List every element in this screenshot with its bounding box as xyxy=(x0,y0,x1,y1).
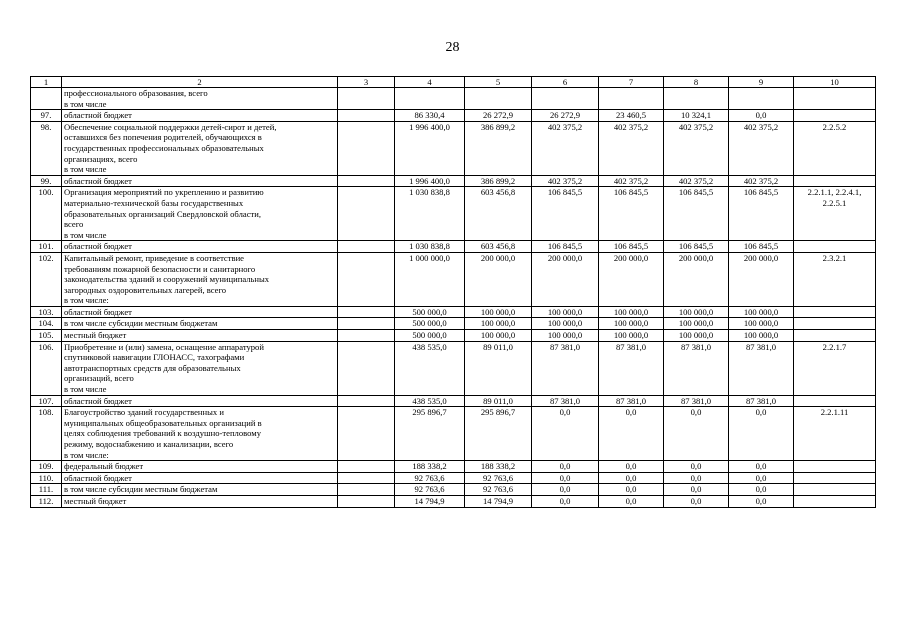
value-cell-9: 100 000,0 xyxy=(729,330,794,342)
table-row xyxy=(31,461,876,473)
row-name xyxy=(62,175,338,187)
col-header-8: 8 xyxy=(664,77,729,88)
col-3-cell xyxy=(338,461,395,473)
row-name-line: в том числе xyxy=(64,384,107,395)
row-number: 107. xyxy=(31,395,62,407)
row-name-line: Благоустройство зданий государственных и xyxy=(64,407,224,418)
value-cell-6: 0,0 xyxy=(532,472,599,484)
value-cell-7: 106 845,5 xyxy=(599,187,664,241)
col-3-cell xyxy=(338,306,395,318)
row-name-line: Организация мероприятий по укреплению и развитию xyxy=(64,187,264,198)
table-row xyxy=(31,395,876,407)
value-cell-9: 106 845,5 xyxy=(729,187,794,241)
row-name-line: профессионального образования, всего xyxy=(64,88,208,98)
row-name xyxy=(62,330,338,342)
value-cell-7: 0,0 xyxy=(599,407,664,461)
row-name-line: областной бюджет xyxy=(64,306,132,317)
value-cell-5: 100 000,0 xyxy=(465,330,532,342)
value-cell-4: 1 030 838,8 xyxy=(395,187,465,241)
code-cell: 2.2.1.1, 2.2.4.1, 2.2.5.1 xyxy=(794,187,876,241)
col-3-cell xyxy=(338,187,395,241)
row-name-line: в том числе субсидии местным бюджетам xyxy=(64,484,218,495)
value-cell-6: 100 000,0 xyxy=(532,306,599,318)
table-row xyxy=(31,495,876,507)
row-number: 112. xyxy=(31,495,62,507)
value-cell-4: 438 535,0 xyxy=(395,341,465,395)
table-row xyxy=(31,88,876,110)
value-cell-5: 200 000,0 xyxy=(465,252,532,306)
row-name-line: автотранспортных средств для образовательных xyxy=(64,362,241,373)
value-cell-7: 87 381,0 xyxy=(599,395,664,407)
value-cell-9: 200 000,0 xyxy=(729,252,794,306)
row-name xyxy=(62,187,338,241)
value-cell-9: 100 000,0 xyxy=(729,306,794,318)
col-header-9: 9 xyxy=(729,77,794,88)
col-header-4: 4 xyxy=(395,77,465,88)
value-cell-8: 0,0 xyxy=(664,484,729,496)
row-name-line: в том числе: xyxy=(64,295,109,306)
value-cell-6: 0,0 xyxy=(532,484,599,496)
value-cell-4: 500 000,0 xyxy=(395,318,465,330)
row-name-line: организациях, всего xyxy=(64,153,138,164)
row-name-line: в том числе субсидии местным бюджетам xyxy=(64,318,218,329)
value-cell-6 xyxy=(532,88,599,110)
value-cell-9: 106 845,5 xyxy=(729,241,794,253)
page-number: 28 xyxy=(445,40,460,55)
col-3-cell xyxy=(338,495,395,507)
value-cell-8: 87 381,0 xyxy=(664,395,729,407)
row-name-line: в том числе: xyxy=(64,449,109,460)
value-cell-8: 106 845,5 xyxy=(664,241,729,253)
value-cell-6: 402 375,2 xyxy=(532,175,599,187)
value-cell-5: 603 456,8 xyxy=(465,187,532,241)
value-cell-5: 89 011,0 xyxy=(465,395,532,407)
value-cell-4: 500 000,0 xyxy=(395,330,465,342)
row-name-line: целях соблюдения требований к воздушно-тепловому xyxy=(64,428,261,439)
code-cell: 2.2.5.2 xyxy=(794,121,876,175)
row-name xyxy=(62,461,338,473)
value-cell-6: 26 272,9 xyxy=(532,110,599,122)
value-cell-5: 92 763,6 xyxy=(465,484,532,496)
code-cell xyxy=(794,461,876,473)
value-cell-5: 188 338,2 xyxy=(465,461,532,473)
value-cell-9 xyxy=(729,88,794,110)
value-cell-8: 100 000,0 xyxy=(664,318,729,330)
value-cell-4: 295 896,7 xyxy=(395,407,465,461)
value-cell-7 xyxy=(599,88,664,110)
value-cell-4: 438 535,0 xyxy=(395,395,465,407)
col-header-1: 1 xyxy=(31,77,62,88)
value-cell-9: 0,0 xyxy=(729,407,794,461)
row-name-line: областной бюджет xyxy=(64,175,132,186)
row-number: 104. xyxy=(31,318,62,330)
code-cell xyxy=(794,306,876,318)
value-cell-6: 0,0 xyxy=(532,495,599,507)
col-3-cell xyxy=(338,121,395,175)
value-cell-4 xyxy=(395,88,465,110)
value-cell-6: 87 381,0 xyxy=(532,341,599,395)
row-name-line: спутниковой навигации ГЛОНАСС, тахографами xyxy=(64,352,245,363)
value-cell-5: 386 899,2 xyxy=(465,121,532,175)
value-cell-8: 402 375,2 xyxy=(664,175,729,187)
value-cell-4: 86 330,4 xyxy=(395,110,465,122)
row-number: 108. xyxy=(31,407,62,461)
value-cell-6: 87 381,0 xyxy=(532,395,599,407)
row-name-line: федеральный бюджет xyxy=(64,461,144,472)
value-cell-4: 1 000 000,0 xyxy=(395,252,465,306)
row-name-line: Приобретение и (или) замена, оснащение аппаратурой xyxy=(64,341,264,352)
value-cell-8: 0,0 xyxy=(664,472,729,484)
col-header-7: 7 xyxy=(599,77,664,88)
value-cell-7: 402 375,2 xyxy=(599,175,664,187)
col-header-10: 10 xyxy=(794,77,876,88)
value-cell-5: 14 794,9 xyxy=(465,495,532,507)
table-row xyxy=(31,241,876,253)
value-cell-4: 1 996 400,0 xyxy=(395,121,465,175)
row-name xyxy=(62,318,338,330)
value-cell-6: 402 375,2 xyxy=(532,121,599,175)
value-cell-4: 92 763,6 xyxy=(395,472,465,484)
value-cell-8: 0,0 xyxy=(664,495,729,507)
row-name-line: областной бюджет xyxy=(64,110,132,121)
row-name-line: режиму, водоснабжению и канализации, всего xyxy=(64,439,234,449)
row-name-line: областной бюджет xyxy=(64,395,132,406)
value-cell-4: 1 996 400,0 xyxy=(395,175,465,187)
value-cell-5: 100 000,0 xyxy=(465,306,532,318)
table-row xyxy=(31,110,876,122)
row-name xyxy=(62,241,338,253)
table-row xyxy=(31,187,876,241)
col-3-cell xyxy=(338,318,395,330)
value-cell-8: 200 000,0 xyxy=(664,252,729,306)
row-name xyxy=(62,484,338,496)
row-name xyxy=(62,395,338,407)
row-number: 100. xyxy=(31,187,62,241)
code-cell xyxy=(794,241,876,253)
col-3-cell xyxy=(338,252,395,306)
code-cell xyxy=(794,472,876,484)
value-cell-7: 200 000,0 xyxy=(599,252,664,306)
row-name-line: Капитальный ремонт, приведение в соответствие xyxy=(64,252,244,263)
value-cell-7: 0,0 xyxy=(599,472,664,484)
code-cell: 2.3.2.1 xyxy=(794,252,876,306)
budget-table xyxy=(30,76,876,508)
value-cell-8: 0,0 xyxy=(664,461,729,473)
row-number: 109. xyxy=(31,461,62,473)
row-name xyxy=(62,306,338,318)
row-name xyxy=(62,341,338,395)
value-cell-5: 603 456,8 xyxy=(465,241,532,253)
value-cell-7: 106 845,5 xyxy=(599,241,664,253)
row-name-line: законодательства зданий и сооружений муниципальных xyxy=(64,274,270,285)
value-cell-8: 0,0 xyxy=(664,407,729,461)
table-row xyxy=(31,330,876,342)
value-cell-8: 10 324,1 xyxy=(664,110,729,122)
row-name-line: государственных профессиональных образовательных xyxy=(64,142,264,153)
col-3-cell xyxy=(338,330,395,342)
code-cell xyxy=(794,395,876,407)
value-cell-7: 0,0 xyxy=(599,495,664,507)
code-cell xyxy=(794,484,876,496)
value-cell-8: 100 000,0 xyxy=(664,306,729,318)
row-name-line: муниципальных общеобразовательных организаций в xyxy=(64,417,262,428)
col-3-cell xyxy=(338,341,395,395)
col-header-2: 2 xyxy=(62,77,338,88)
value-cell-7: 23 460,5 xyxy=(599,110,664,122)
table-row xyxy=(31,252,876,306)
row-number: 111. xyxy=(31,484,62,496)
value-cell-7: 100 000,0 xyxy=(599,318,664,330)
row-name-line: Обеспечение социальной поддержки детей-сирот и детей, xyxy=(64,121,277,132)
col-3-cell xyxy=(338,175,395,187)
row-number: 110. xyxy=(31,472,62,484)
code-cell xyxy=(794,110,876,122)
value-cell-7: 100 000,0 xyxy=(599,330,664,342)
row-name xyxy=(62,110,338,122)
row-name-line: всего xyxy=(64,219,84,230)
col-3-cell xyxy=(338,88,395,110)
row-name-line: местный бюджет xyxy=(64,330,127,341)
code-cell xyxy=(794,495,876,507)
value-cell-8: 402 375,2 xyxy=(664,121,729,175)
value-cell-7: 0,0 xyxy=(599,484,664,496)
value-cell-9: 402 375,2 xyxy=(729,175,794,187)
row-name xyxy=(62,495,338,507)
row-name xyxy=(62,88,338,110)
value-cell-7: 402 375,2 xyxy=(599,121,664,175)
value-cell-7: 0,0 xyxy=(599,461,664,473)
table-row xyxy=(31,407,876,461)
table-header-row xyxy=(31,77,876,88)
value-cell-9: 402 375,2 xyxy=(729,121,794,175)
col-3-cell xyxy=(338,241,395,253)
value-cell-9: 0,0 xyxy=(729,110,794,122)
row-name-line: загородных оздоровительных лагерей, всего xyxy=(64,284,227,295)
value-cell-8: 106 845,5 xyxy=(664,187,729,241)
value-cell-9: 87 381,0 xyxy=(729,341,794,395)
table-row xyxy=(31,175,876,187)
value-cell-6: 0,0 xyxy=(532,407,599,461)
value-cell-4: 14 794,9 xyxy=(395,495,465,507)
row-name-line: образовательных организаций Свердловской области, xyxy=(64,208,262,219)
row-name xyxy=(62,252,338,306)
code-cell xyxy=(794,330,876,342)
row-name-line: местный бюджет xyxy=(64,495,127,506)
row-number: 97. xyxy=(31,110,62,122)
row-name-line: материально-технической базы государственных xyxy=(64,197,244,208)
col-header-6: 6 xyxy=(532,77,599,88)
row-number: 98. xyxy=(31,121,62,175)
row-number: 103. xyxy=(31,306,62,318)
code-cell: 2.2.1.7 xyxy=(794,341,876,395)
value-cell-5 xyxy=(465,88,532,110)
value-cell-5: 386 899,2 xyxy=(465,175,532,187)
value-cell-6: 200 000,0 xyxy=(532,252,599,306)
value-cell-9: 0,0 xyxy=(729,472,794,484)
value-cell-6: 100 000,0 xyxy=(532,330,599,342)
row-name-line: организаций, всего xyxy=(64,373,134,384)
row-name-line: оставшихся без попечения родителей, обучающихся в xyxy=(64,132,262,143)
value-cell-8 xyxy=(664,88,729,110)
value-cell-6: 0,0 xyxy=(532,461,599,473)
value-cell-9: 0,0 xyxy=(729,495,794,507)
row-name-line: требованиям пожарной безопасности и санитарного xyxy=(64,263,256,274)
row-number: 102. xyxy=(31,252,62,306)
value-cell-5: 26 272,9 xyxy=(465,110,532,122)
col-header-5: 5 xyxy=(465,77,532,88)
code-cell: 2.2.1.11 xyxy=(794,407,876,461)
row-number: 106. xyxy=(31,341,62,395)
value-cell-7: 100 000,0 xyxy=(599,306,664,318)
code-cell xyxy=(794,88,876,110)
value-cell-9: 87 381,0 xyxy=(729,395,794,407)
table-row xyxy=(31,484,876,496)
row-number xyxy=(31,88,62,110)
row-number: 101. xyxy=(31,241,62,253)
row-number: 105. xyxy=(31,330,62,342)
value-cell-6: 106 845,5 xyxy=(532,187,599,241)
value-cell-5: 100 000,0 xyxy=(465,318,532,330)
row-number: 99. xyxy=(31,175,62,187)
col-3-cell xyxy=(338,472,395,484)
value-cell-9: 100 000,0 xyxy=(729,318,794,330)
col-3-cell xyxy=(338,110,395,122)
code-cell xyxy=(794,318,876,330)
value-cell-5: 89 011,0 xyxy=(465,341,532,395)
value-cell-5: 295 896,7 xyxy=(465,407,532,461)
row-name xyxy=(62,407,338,461)
value-cell-9: 0,0 xyxy=(729,461,794,473)
col-header-3: 3 xyxy=(338,77,395,88)
row-name-line: в том числе xyxy=(64,229,107,240)
table-row xyxy=(31,121,876,175)
col-3-cell xyxy=(338,484,395,496)
code-cell xyxy=(794,175,876,187)
table-row xyxy=(31,318,876,330)
value-cell-5: 92 763,6 xyxy=(465,472,532,484)
value-cell-4: 1 030 838,8 xyxy=(395,241,465,253)
value-cell-6: 106 845,5 xyxy=(532,241,599,253)
value-cell-4: 188 338,2 xyxy=(395,461,465,473)
row-name-line: в том числе xyxy=(64,98,107,109)
value-cell-9: 0,0 xyxy=(729,484,794,496)
col-3-cell xyxy=(338,407,395,461)
value-cell-8: 100 000,0 xyxy=(664,330,729,342)
value-cell-7: 87 381,0 xyxy=(599,341,664,395)
value-cell-4: 500 000,0 xyxy=(395,306,465,318)
table-row xyxy=(31,306,876,318)
col-3-cell xyxy=(338,395,395,407)
row-name xyxy=(62,121,338,175)
value-cell-6: 100 000,0 xyxy=(532,318,599,330)
row-name xyxy=(62,472,338,484)
row-name-line: в том числе xyxy=(64,164,107,175)
table-row xyxy=(31,472,876,484)
table-row xyxy=(31,341,876,395)
value-cell-4: 92 763,6 xyxy=(395,484,465,496)
row-name-line: областной бюджет xyxy=(64,241,132,252)
row-name-line: областной бюджет xyxy=(64,472,132,483)
value-cell-8: 87 381,0 xyxy=(664,341,729,395)
